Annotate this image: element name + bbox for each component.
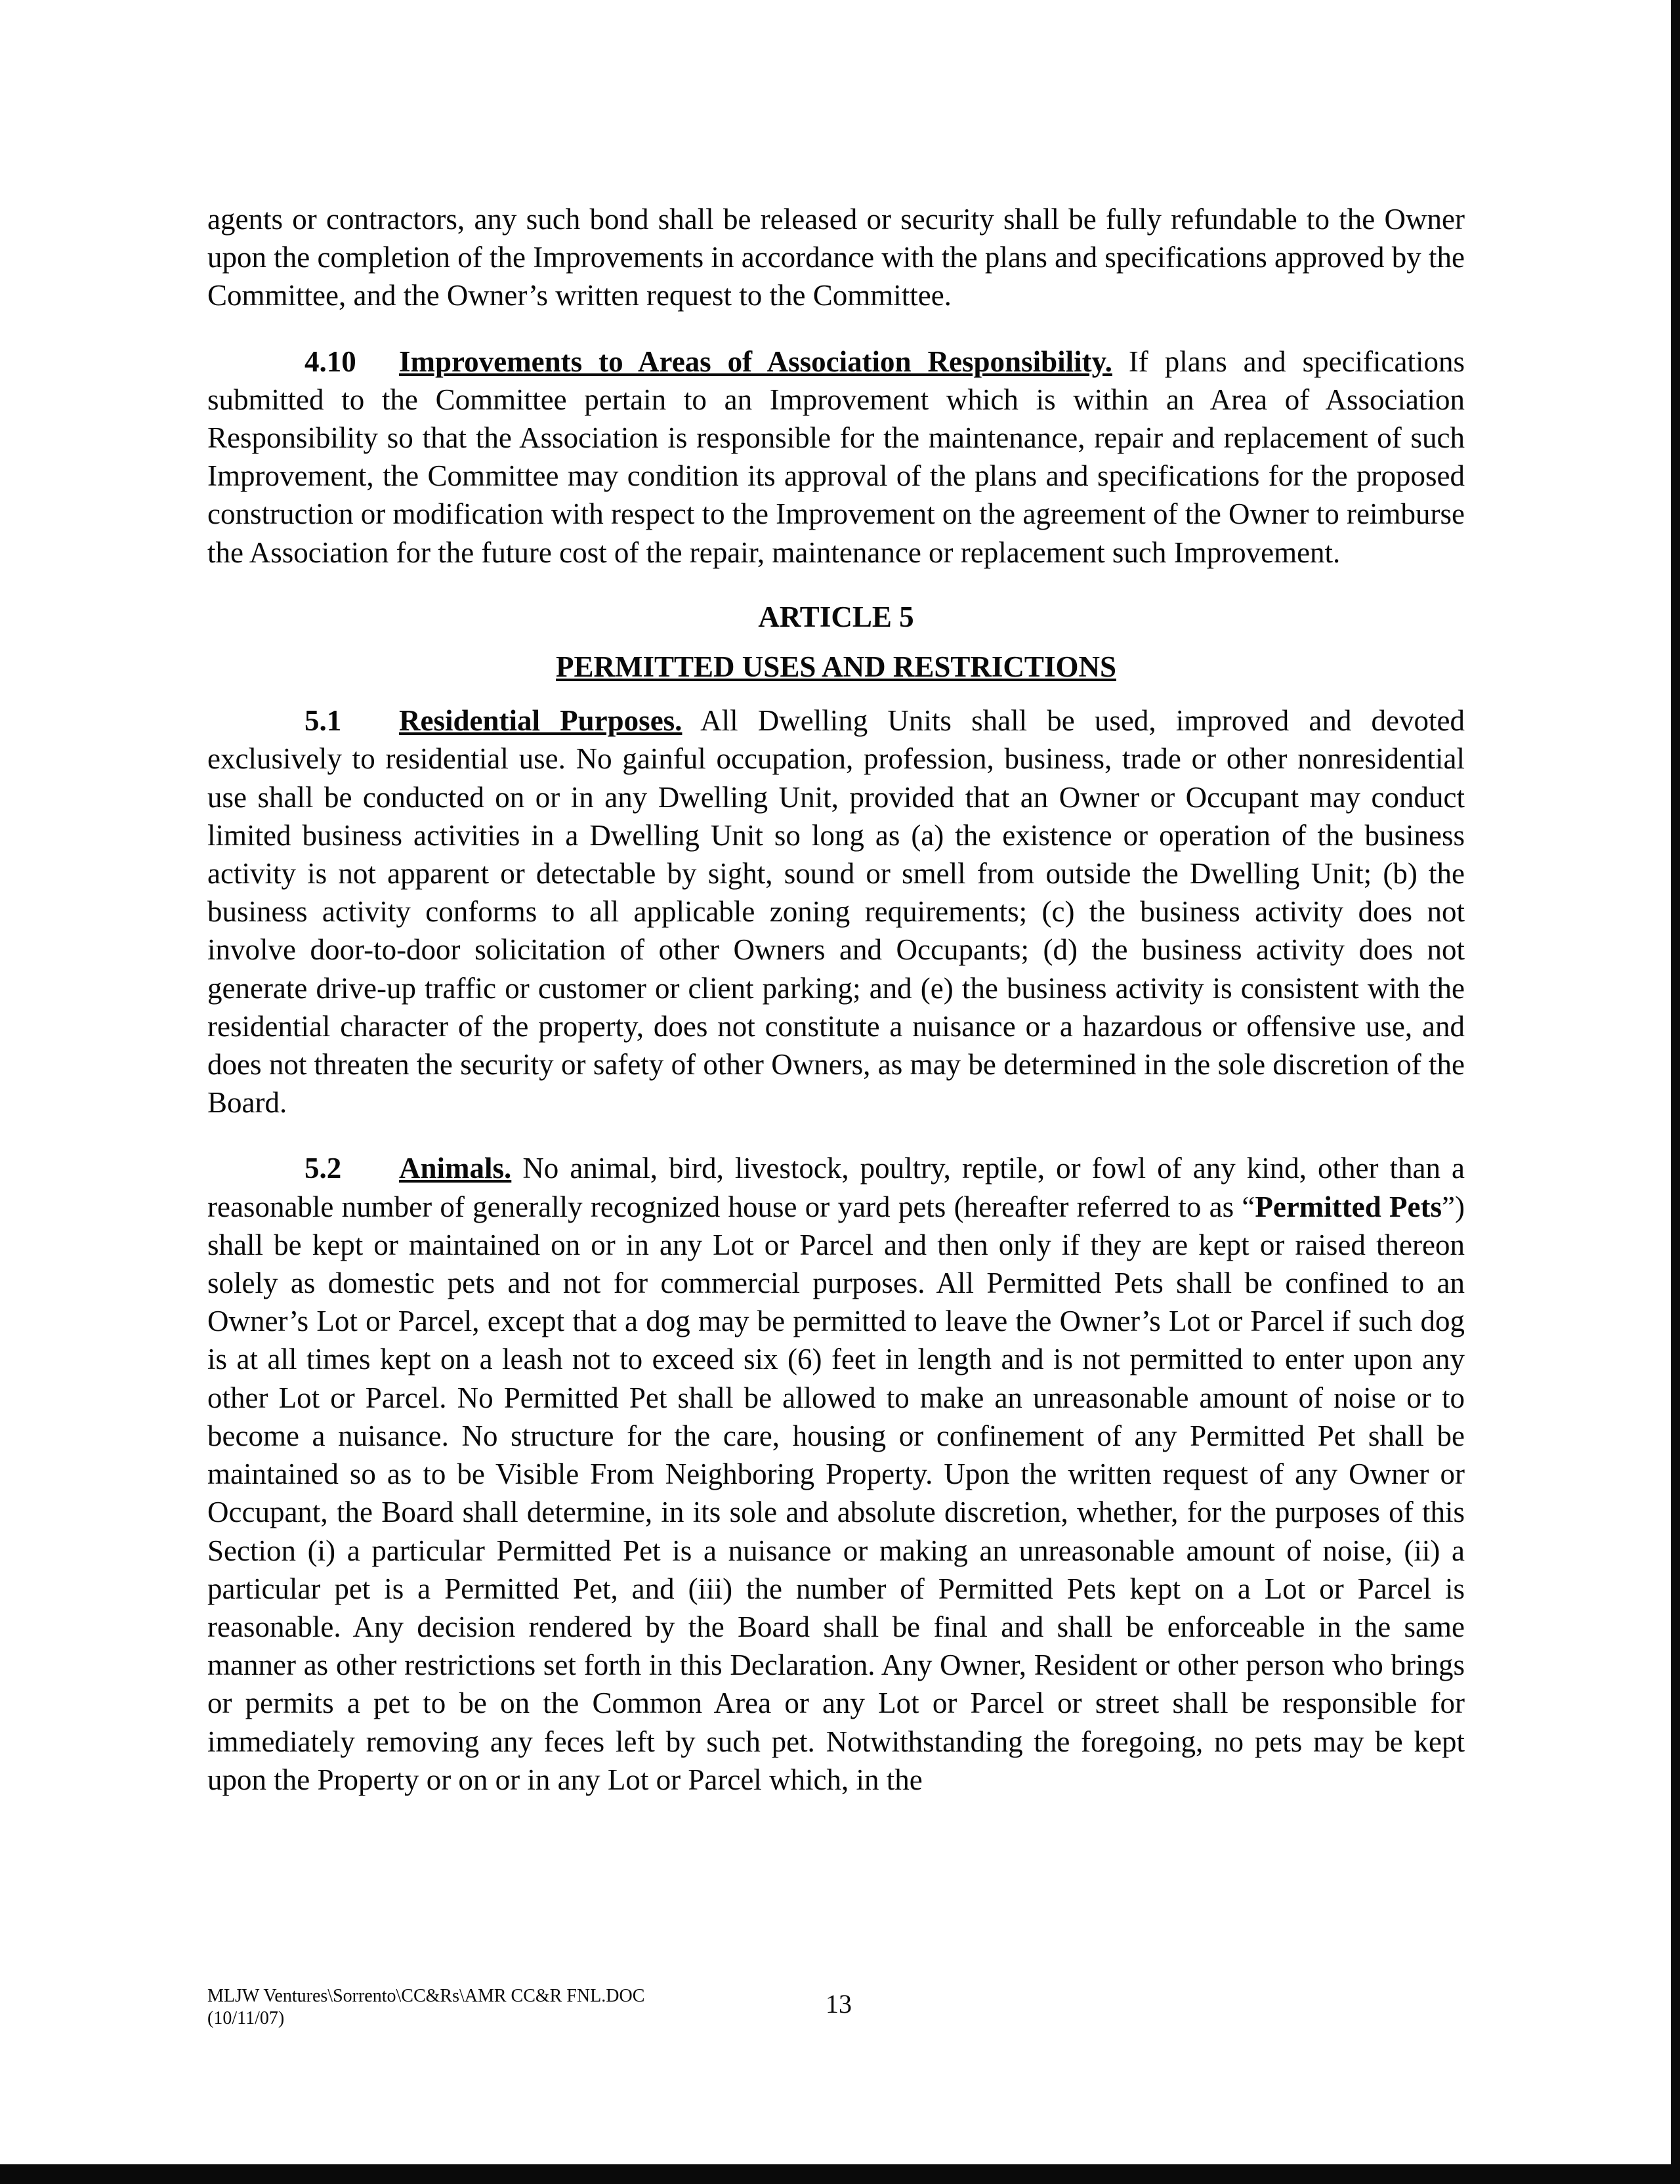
- section-body: All Dwelling Units shall be used, improved and devoted exclusively to residential use. No gainful occupation, profession, business, trade or other nonresidential use shall be conducted on or in any Dwelling Unit, provided that an Owner or Occupant may conduct limited business activities in a Dwelling Unit so long as (a) the existence or operation of the business activity is not apparent or detectable by sight, sound or smell from outside the Dwelling Unit; (b) the business activity conforms to all applicable zoning requirements; (c) the business activity does not involve door-to-door solicitation of other Owners and Occupants; (d) the business activity does not generate drive-up traffic or customer or client parking; and (e) the business activity is consistent with the residential character of the property, does not constitute a nuisance or a hazardous or offensive use, and does not threaten the security or safety of other Owners, as may be determined in the sole discretion of the Board.: [207, 704, 1465, 1120]
- section-body-part-2: ”) shall be kept or maintained on or in any Lot or Parcel and then only if they are kept or raised thereon solely as domestic pets and not for commercial purposes. All Permitted Pets shall be confined to an Owner’s Lot or Parcel, except that a dog may be permitted to leave the Owner’s Lot or Parcel if such dog is at all times kept on a leash not to exceed six (6) feet in length and is not permitted to enter upon any other Lot or Parcel. No Permitted Pet shall be allowed to make an unreasonable amount of noise or to become a nuisance. No structure for the care, housing or confinement of any Permitted Pet shall be maintained so as to be Visible From Neighboring Property. Upon the written request of any Owner or Occupant, the Board shall determine, in its sole and absolute discretion, whether, for the purposes of this Section (i) a particular Permitted Pet is a nuisance or making an unreasonable amount of noise, (ii) a particular pet is a Permitted Pet, and (iii) the number of Permitted Pets kept on a Lot or Parcel is reasonable. Any decision rendered by the Board shall be final and shall be enforceable in the same manner as other restrictions set forth in this Declaration. Any Owner, Resident or other person who brings or permits a pet to be on the Common Area or any Lot or Parcel or street shall be responsible for immediately removing any feces left by such pet. Notwithstanding the foregoing, no pets may be kept upon the Property or on or in any Lot or Parcel which, in the: [207, 1190, 1465, 1796]
- scan-border-bottom: [0, 2164, 1680, 2184]
- section-title: Residential Purposes.: [399, 704, 682, 738]
- article-number: ARTICLE 5: [758, 600, 914, 633]
- section-5-2: [207, 1149, 1465, 1798]
- continuation-paragraph: agents or contractors, any such bond shall be released or security shall be fully refundable to the Owner upon the completion of the Improvements in accordance with the plans and specifications approved by the Committee, and the Owner’s written request to the Committee.: [207, 203, 1465, 312]
- scan-border-right: [1671, 0, 1680, 2184]
- document-body: [207, 200, 1465, 1799]
- footer-date: (10/11/07): [207, 2008, 285, 2028]
- footer-file-path: MLJW Ventures\Sorrento\CC&Rs\AMR CC&R FNL.DOC: [207, 1986, 645, 2006]
- page-number: 13: [826, 1989, 852, 2019]
- section-title: Animals.: [399, 1152, 512, 1185]
- article-title: PERMITTED USES AND RESTRICTIONS: [556, 650, 1116, 684]
- section-number: 4.10: [304, 345, 356, 378]
- section-4-10: [207, 343, 1465, 572]
- section-body: If plans and specifications submitted to the Committee pertain to an Improvement which is within an Area of Association Responsibility so that the Association is responsible for the maintenance, repair and replacement of such Improvement, the Committee may condition its approval of the plans and specifications for the proposed construction or modification with respect to the Improvement on the agreement of the Owner to reimburse the Association for the future cost of the repair, maintenance or replacement such Improvement.: [207, 345, 1465, 569]
- defined-term: Permitted Pets: [1255, 1190, 1442, 1223]
- section-body-part-1: No animal, bird, livestock, poultry, reptile, or fowl of any kind, other than a reasonable number of generally recognized house or yard pets (hereafter referred to as “: [207, 1152, 1465, 1223]
- section-title: Improvements to Areas of Association Responsibility.: [399, 345, 1112, 378]
- section-5-1: [207, 702, 1465, 1122]
- section-number: 5.1: [304, 704, 342, 738]
- section-number: 5.2: [304, 1152, 342, 1185]
